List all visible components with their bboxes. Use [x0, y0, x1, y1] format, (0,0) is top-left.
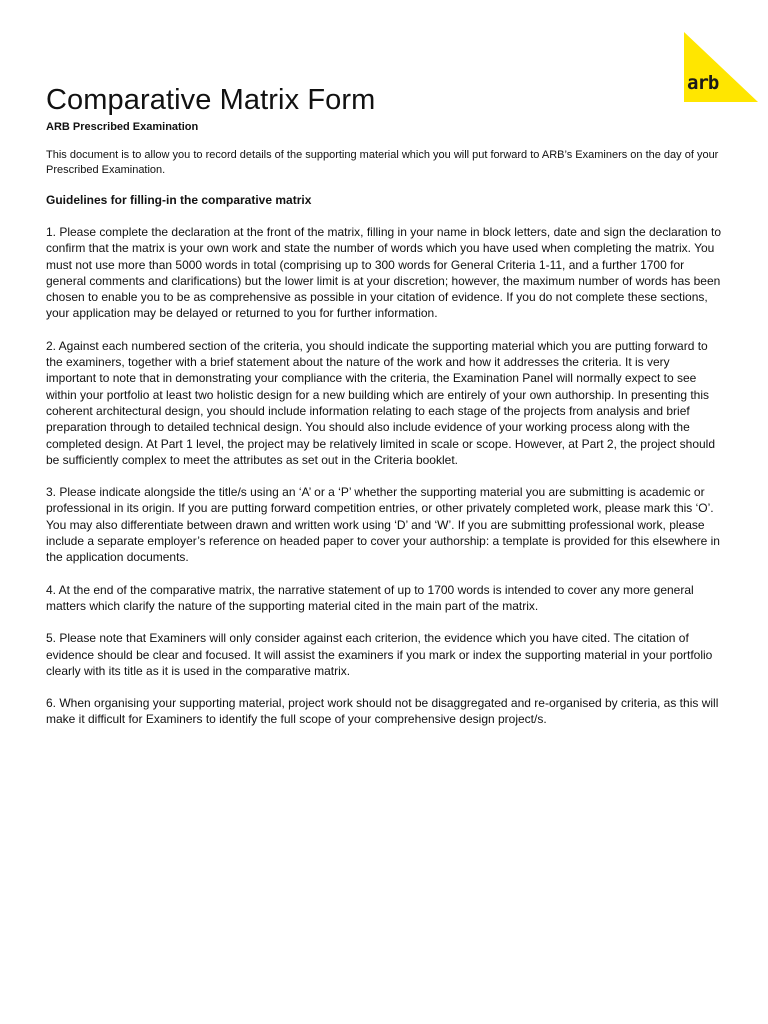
guideline-paragraph-1: 1. Please complete the declaration at the front of the matrix, filling in your name in block letters, date and sign the declaration to confirm that the matrix is your own work and state the number of words which you have used when completing the matrix. You must not use more than 5000 words in total (comprising up to 300 words for General Criteria 1-11, and a further 1700 for general comments and clarifications) but the lower limit is at your discretion; however, the maximum number of words has been chosen to enable you to be as comprehensive as possible in your citation of evidence. If you do not complete these sections, your application may be delayed or returned to you for further information. — [46, 225, 722, 321]
guideline-paragraph-6: 6. When organising your supporting material, project work should not be disaggregated and re-organised by criteria, as this will make it difficult for Examiners to identify the full scope of your comprehensive design project/s. — [46, 696, 719, 727]
guideline-paragraph-2: 2. Against each numbered section of the criteria, you should indicate the supporting material which you are putting forward to the examiners, together with a brief statement about the nature of the work and how it addresses the criteria. It is very important to note that in demonstrating your compliance with the criteria, the Examination Panel will normally expect to see within your portfolio at least two holistic design for a new building which are entirely of your own authorship. In presenting this coherent architectural design, you should include information relating to each stage of the projects from analysis and brief preparation through to detailed technical design. You should also include evidence of your working process along with the completed design. At Part 1 level, the project may be relatively limited in scale or scope. However, at Part 2, the project should be sufficiently complex to meet the attributes as set out in the Criteria booklet. — [46, 338, 716, 467]
intro-paragraph: This document is to allow you to record details of the supporting material which you will put forward to ARB’s Examiners on the day of your Prescribed Examination. — [46, 149, 719, 176]
guideline-paragraph-5: 5. Please note that Examiners will only consider against each criterion, the evidence which you have cited. The citation of evidence should be clear and focused. It will assist the examiners if you mark or index the supporting material in your portfolio clearly with its title as it is used in the comparative matrix. — [46, 631, 713, 678]
guideline-paragraph-3: 3. Please indicate alongside the title/s using an ‘A’ or a ‘P’ whether the supporting material you are submitting is academic or professional in its origin. If you are putting forward competition entries, or other privately completed work, please mark this ‘O’. You may also differentiate between drawn and written work using ‘D’ and ‘W’. If you are submitting professional work, please include a separate employer’s reference on headed paper to cover your authorship: a template is provided for this elsewhere in the application documents. — [46, 485, 720, 565]
document-content — [46, 82, 722, 728]
page-title: Comparative Matrix Form — [46, 84, 376, 116]
guidelines-heading: Guidelines for filling-in the comparative matrix — [46, 193, 312, 207]
logo-text: arb — [687, 72, 719, 94]
guideline-paragraph-4: 4. At the end of the comparative matrix, the narrative statement of up to 1700 words is intended to cover any more general matters which clarify the nature of the supporting material cited in the main part of the matrix. — [46, 582, 694, 613]
page-subtitle: ARB Prescribed Examination — [46, 121, 199, 133]
